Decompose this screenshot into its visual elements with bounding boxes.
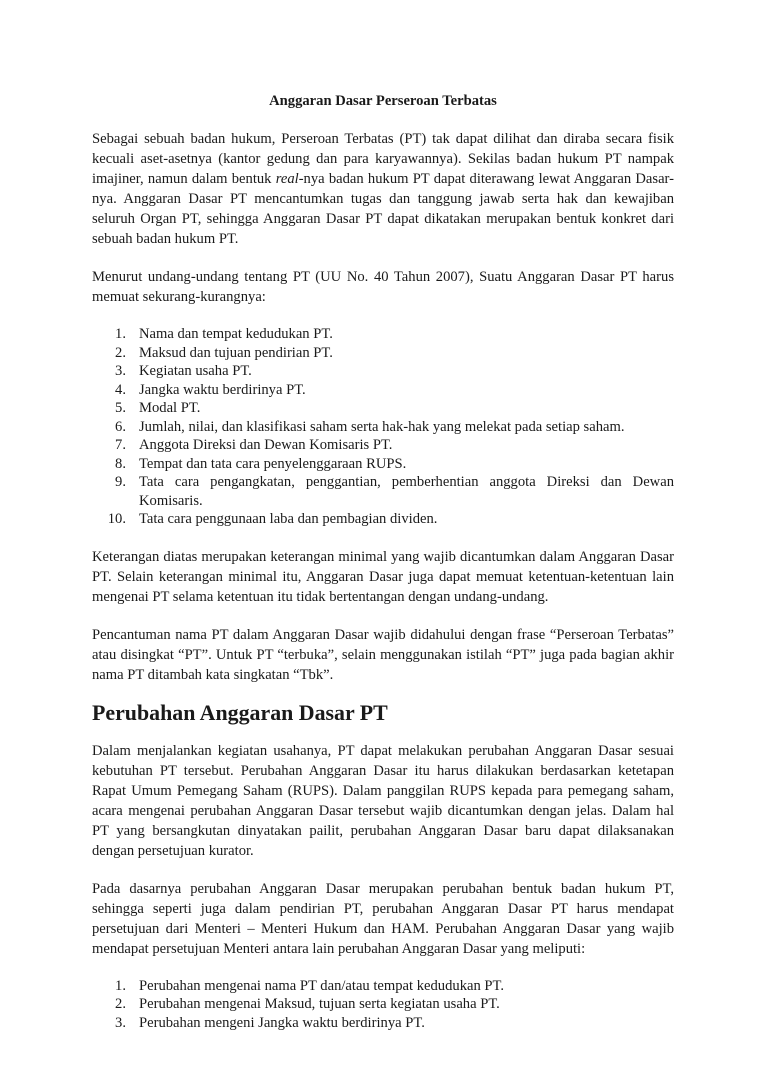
paragraph-intro: Sebagai sebuah badan hukum, Perseroan Terbatas (PT) tak dapat dilihat dan diraba secara fisik kecuali aset-asetnya (kantor gedung dan para karyawannya). Sekilas badan hukum PT nampak imajiner, namun dalam bentuk real-nya badan hukum PT dapat diterawang lewat Anggaran Dasar-nya. Anggaran Dasar PT mencantumkan tugas dan tanggung jawab serta hak dan kewajiban seluruh Organ PT, sehingga Anggaran Dasar PT dapat dikatakan merupakan bentuk konkret dari sebuah badan hukum PT. xyxy=(92,131,674,247)
list-item: 2. Maksud dan tujuan pendirian PT. xyxy=(115,344,333,361)
list-item: 1. Perubahan mengenai nama PT dan/atau tempat kedudukan PT. xyxy=(115,977,505,994)
section-heading: Perubahan Anggaran Dasar PT xyxy=(92,699,388,725)
paragraph-pencantuman: Pencantuman nama PT dalam Anggaran Dasar wajib didahului dengan frase “Perseroan Terbatas” atau disingkat “PT”. Untuk PT “terbuka”, selain menggunakan istilah “PT” juga pada bagian akhir nama PT ditambah kata singkatan “Tbk”. xyxy=(92,626,674,683)
document-title: Anggaran Dasar Perseroan Terbatas xyxy=(269,93,497,109)
paragraph-keterangan: Keterangan diatas merupakan keterangan minimal yang wajib dicantumkan dalam Anggaran Dasar PT. Selain keterangan minimal itu, Anggaran Dasar juga dapat memuat ketentuan-ketentuan lain mengenai PT selama ketentuan itu tidak bertentangan dengan undang-undang. xyxy=(92,548,674,605)
list-item: 8. Tempat dan tata cara penyelenggaraan RUPS. xyxy=(115,455,407,472)
list-item: 4. Jangka waktu berdirinya PT. xyxy=(115,381,306,398)
list-item: 2. Perubahan mengenai Maksud, tujuan serta kegiatan usaha PT. xyxy=(115,996,500,1012)
list-item: 10. Tata cara penggunaan laba dan pembagian dividen. xyxy=(107,511,438,527)
list-item: 5. Modal PT. xyxy=(115,400,201,416)
amendments-list xyxy=(92,977,674,1033)
list-item: 7. Anggota Direksi dan Dewan Komisaris PT. xyxy=(115,437,393,453)
document-page xyxy=(92,91,674,1032)
italic-real: real xyxy=(275,171,299,187)
list-item: 3. Kegiatan usaha PT. xyxy=(115,363,252,379)
paragraph-perubahan: Dalam menjalankan kegiatan usahanya, PT dapat melakukan perubahan Anggaran Dasar sesuai kebutuhan PT tersebut. Perubahan Anggaran Dasar itu harus dilakukan berdasarkan ketetapan Rapat Umum Pemegang Saham (RUPS). Dalam panggilan RUPS kepada para pemegang saham, acara mengenai perubahan Anggaran Dasar tersebut wajib dicantumkan dengan jelas. Dalam hal PT yang bersangkutan dinyatakan pailit, perubahan Anggaran Dasar baru dapat dilaksanakan dengan persetujuan kurator. xyxy=(92,742,674,859)
list-item: 9. Tata cara pengangkatan, penggantian, pemberhentian anggota Direksi dan Dewan Komisaris. xyxy=(115,474,674,509)
list-item: 3. Perubahan mengeni Jangka waktu berdirinya PT. xyxy=(115,1014,425,1031)
list-item: 6. Jumlah, nilai, dan klasifikasi saham serta hak-hak yang melekat pada setiap saham. xyxy=(115,418,625,435)
paragraph-uu: Menurut undang-undang tentang PT (UU No. 40 Tahun 2007), Suatu Anggaran Dasar PT harus memuat sekurang-kurangnya: xyxy=(92,269,674,305)
list-item: 1. Nama dan tempat kedudukan PT. xyxy=(115,326,333,342)
requirements-list xyxy=(92,325,674,529)
paragraph-persetujuan: Pada dasarnya perubahan Anggaran Dasar merupakan perubahan bentuk badan hukum PT, sehingga seperti juga dalam pendirian PT, perubahan Anggaran Dasar PT harus mendapat persetujuan dari Menteri – Menteri Hukum dan HAM. Perubahan Anggaran Dasar yang wajib mendapat persetujuan Menteri antara lain perubahan Anggaran Dasar yang meliputi: xyxy=(92,880,674,957)
